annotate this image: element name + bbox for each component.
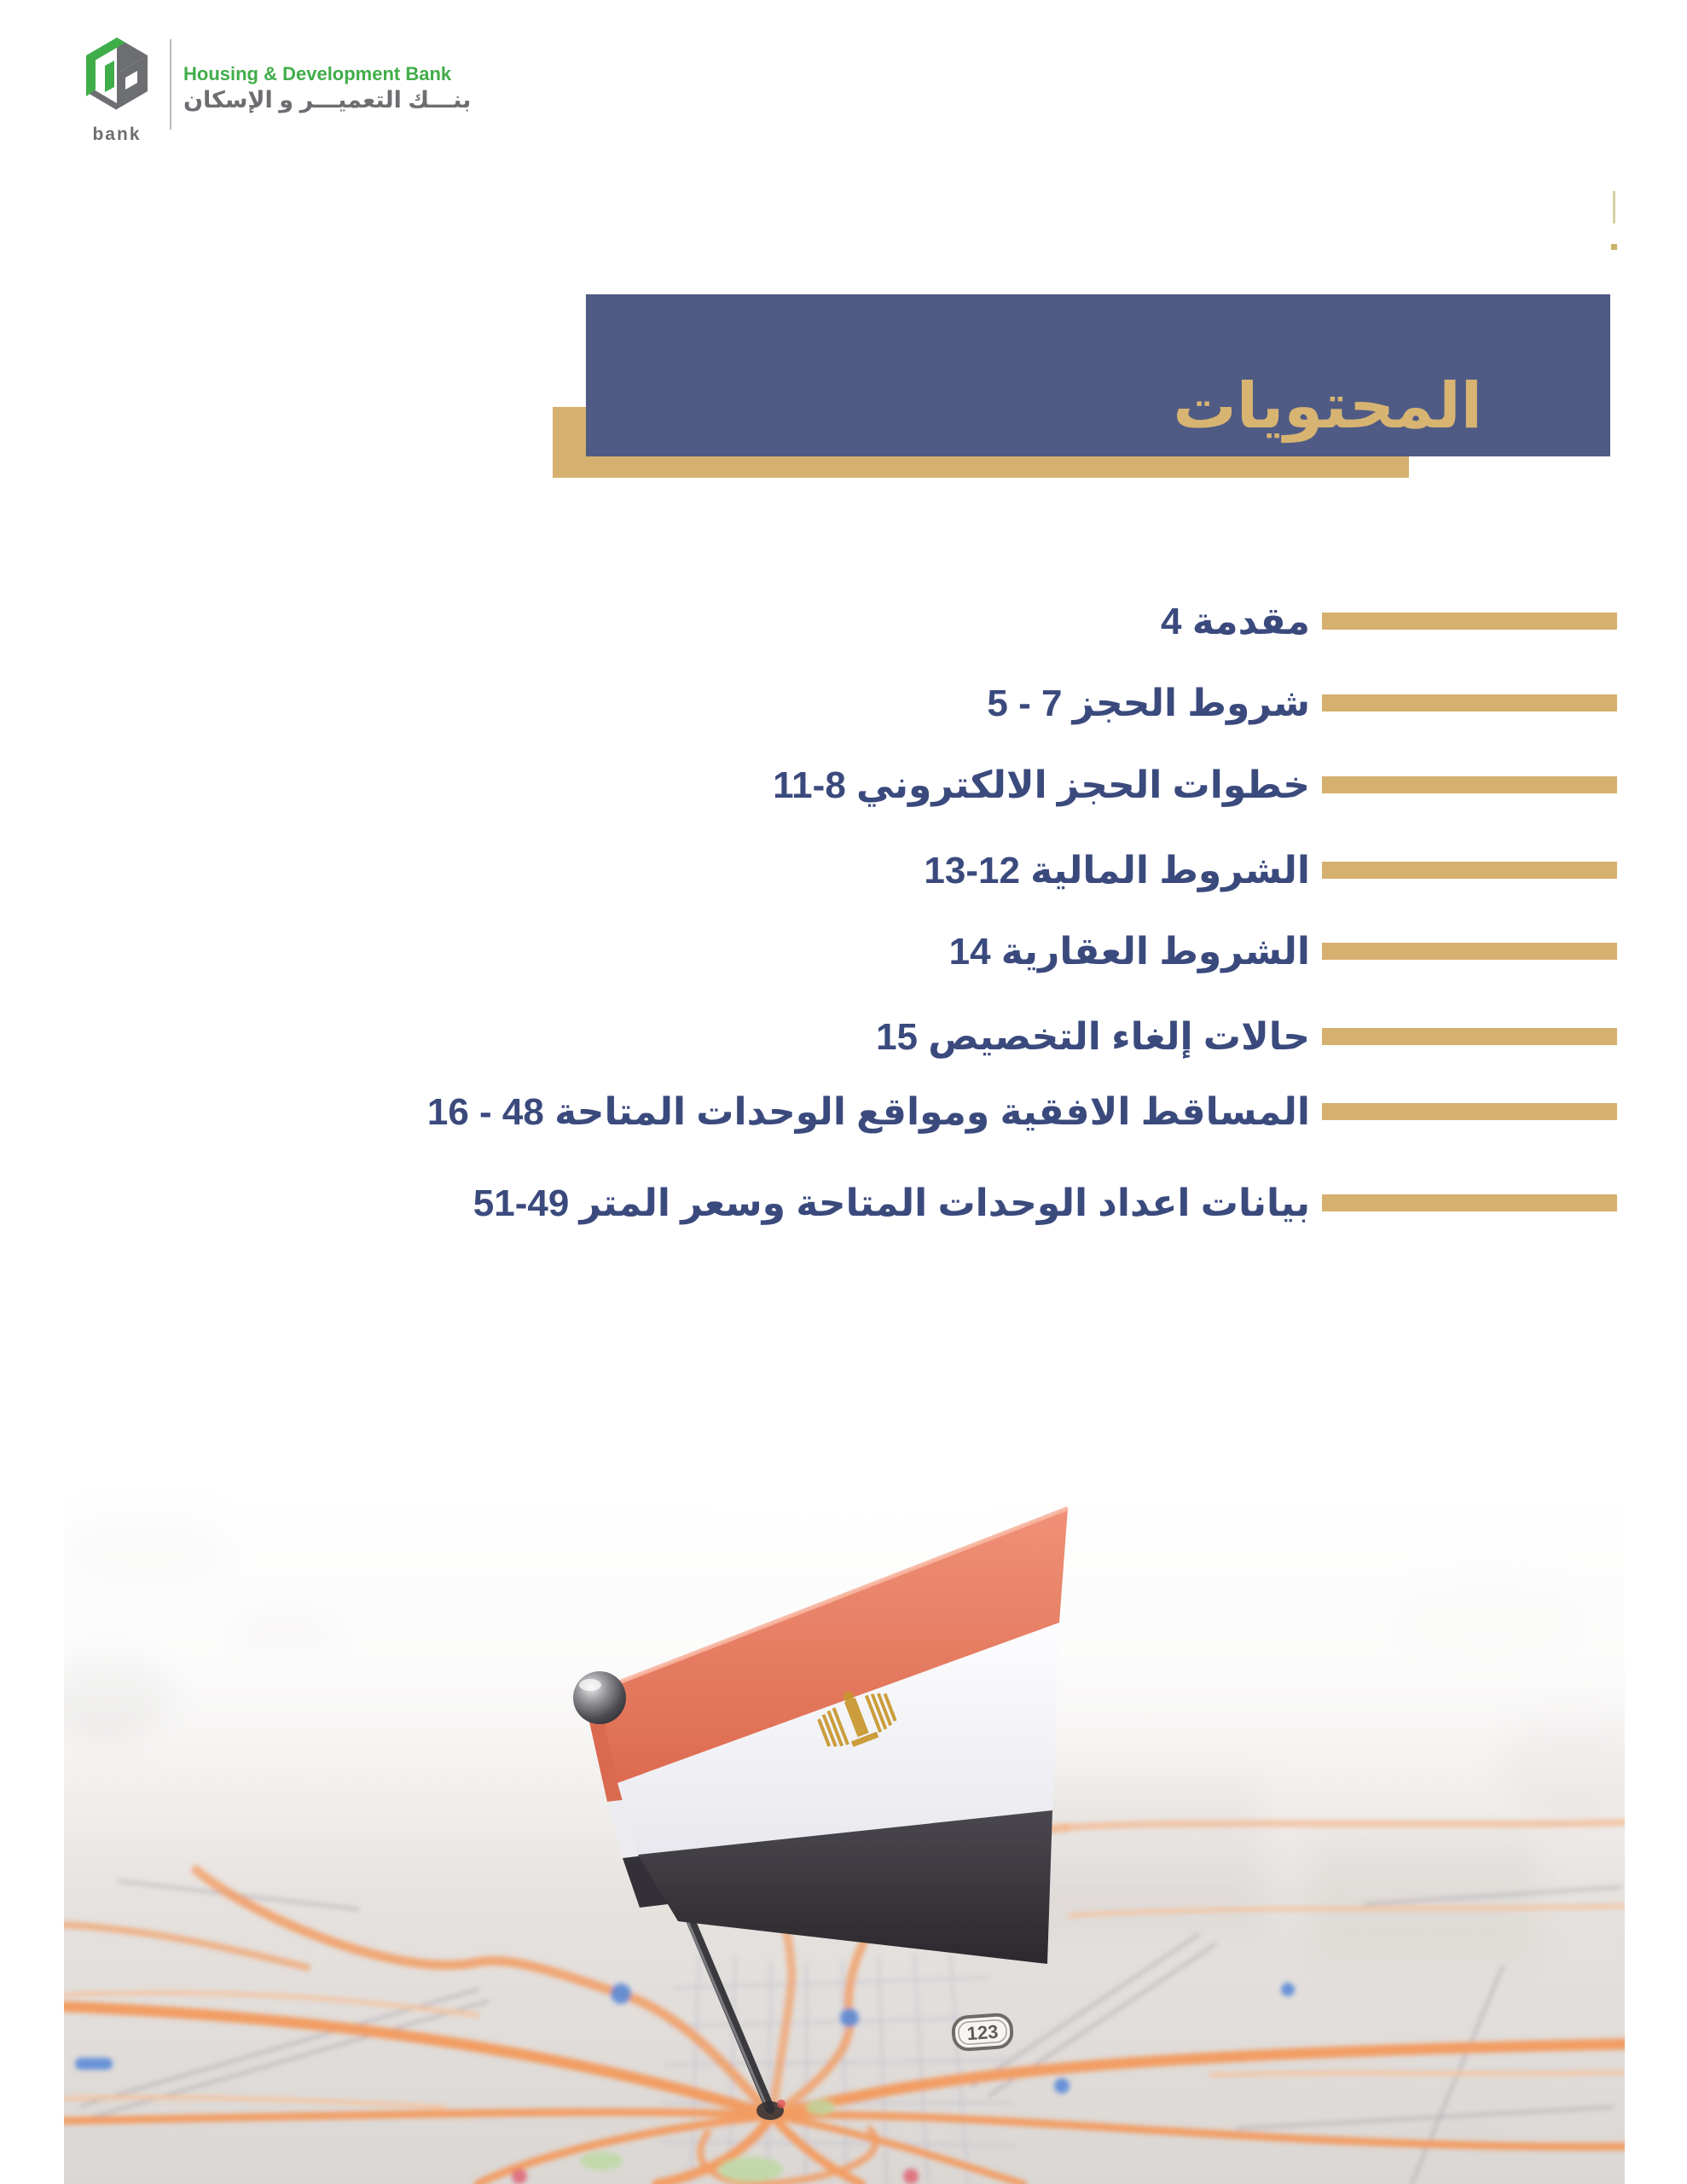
toc-item-units-data-prices[interactable]: [473, 1177, 1617, 1228]
toc-item-label: المساقط الافقية ومواقع الوحدات المتاحة 48 - 16: [426, 1090, 1310, 1133]
toc-item-label: خطوات الحجز الالكتروني 8-11: [773, 764, 1310, 806]
toc-item-label: الشروط المالية 12-13: [924, 849, 1310, 892]
toc-item-real-estate-conditions[interactable]: [949, 926, 1617, 977]
toc-item-floor-plans-locations[interactable]: [427, 1086, 1617, 1137]
route-badge-number: 123: [965, 2020, 1000, 2045]
toc-item-bar: [1322, 694, 1617, 712]
deco-tick-dot: [1611, 244, 1617, 250]
contents-banner: [586, 294, 1610, 456]
toc-item-label: مقدمة 4: [1161, 600, 1310, 642]
toc-item-booking-conditions[interactable]: [987, 677, 1617, 729]
toc-item-bar: [1322, 776, 1617, 793]
map-pin-head: [573, 1671, 626, 1724]
deco-tick-line: [1613, 191, 1615, 224]
toc-item-bar: [1322, 1194, 1617, 1211]
page-title: المحتويات: [1173, 370, 1482, 441]
hd-cube-icon: [74, 31, 159, 123]
toc-item-bar: [1322, 1103, 1617, 1120]
toc-item-label: الشروط العقارية 14: [948, 930, 1310, 973]
toc-item-label: شروط الحجز 7 - 5: [987, 682, 1310, 724]
toc-item-bar: [1322, 943, 1617, 960]
logo-bank-label: bank: [92, 125, 142, 144]
map-photo: [64, 1356, 1625, 2184]
toc-item-introduction[interactable]: [1161, 595, 1617, 647]
route-badge: [953, 2014, 1012, 2051]
toc-item-bar: [1322, 1028, 1617, 1045]
logo-divider: [170, 39, 171, 130]
toc-item-label: حالات إلغاء التخصيص 15: [876, 1015, 1310, 1058]
toc-item-allocation-cancellation[interactable]: [876, 1011, 1617, 1062]
logo-name-ar: بنـــك التعميـــر و الإسكان: [183, 87, 472, 113]
toc-item-bar: [1322, 613, 1617, 630]
toc-item-e-booking-steps[interactable]: [773, 759, 1617, 810]
toc-item-label: بيانات اعداد الوحدات المتاحة وسعر المتر 49-51: [472, 1182, 1310, 1224]
logo-cube-icon: [72, 31, 161, 145]
bank-logo: [72, 31, 471, 145]
toc-item-financial-conditions[interactable]: [924, 845, 1617, 896]
logo-name-en: Housing & Development Bank: [183, 63, 452, 84]
flag-pin-illustration: [64, 1356, 1625, 2184]
toc-item-bar: [1322, 862, 1617, 879]
